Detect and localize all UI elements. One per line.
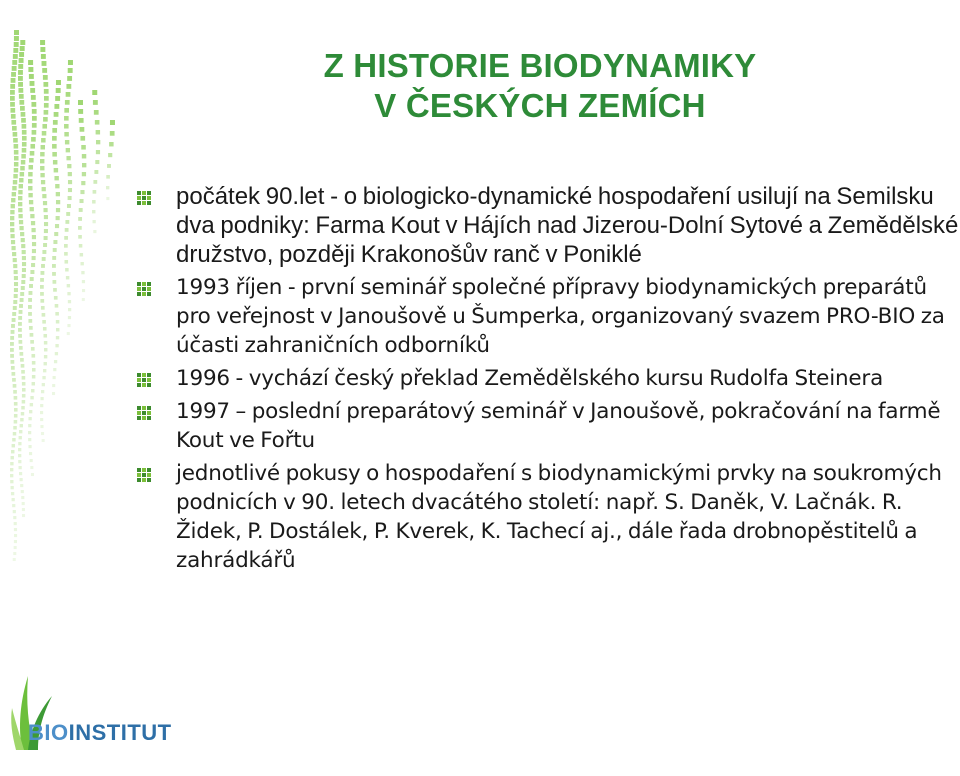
list-item xyxy=(136,273,960,360)
square-grid-bullet-icon xyxy=(136,405,152,421)
list-item xyxy=(136,364,960,393)
square-grid-bullet-icon xyxy=(136,190,152,206)
list-item xyxy=(136,182,960,269)
bullet-list xyxy=(136,182,960,579)
list-item-text: 1997 – poslední preparátový seminář v Janoušově, pokračování na farmě Kout ve Fořtu xyxy=(176,399,941,453)
list-item xyxy=(136,459,960,575)
list-item-text: jednotlivé pokusy o hospodaření s biodynamickými prvky na soukromých podnicích v 90. letech dvacátého století: např. S. Daněk, V. Lačnák. R. Židek, P. Dostálek, P. Kverek, K. Tachecí aj., dále řada drobnopěstitelů a zahrádkářů xyxy=(176,461,942,573)
square-grid-bullet-icon xyxy=(136,467,152,483)
list-item-text: počátek 90.let - o biologicko-dynamické hospodaření usilují na Semilsku dva podniky: Farma Kout v Hájích nad Jizerou-Dolní Sytové a Zemědělské družstvo, později Krakonošův ranč v Poniklé xyxy=(176,183,959,268)
page-title xyxy=(140,46,940,126)
title-line-2: V ČESKÝCH ZEMÍCH xyxy=(374,87,706,124)
list-item xyxy=(136,397,960,455)
bioinstitut-logo-text xyxy=(28,720,172,746)
square-grid-bullet-icon xyxy=(136,372,152,388)
title-line-1: Z HISTORIE BIODYNAMIKY xyxy=(323,47,757,84)
side-pattern-decoration xyxy=(0,0,130,776)
square-grid-bullet-icon xyxy=(136,281,152,297)
list-item-text: 1993 říjen - první seminář společné přípravy biodynamických preparátů pro veřejnost v Janoušově u Šumperka, organizovaný svazem PRO-BIO za účasti zahraničních odborníků xyxy=(176,275,945,358)
logo-bio-text: BIO xyxy=(28,720,69,745)
logo-institut-text: INSTITUT xyxy=(68,720,172,745)
list-item-text: 1996 - vychází český překlad Zemědělského kursu Rudolfa Steinera xyxy=(176,366,884,391)
